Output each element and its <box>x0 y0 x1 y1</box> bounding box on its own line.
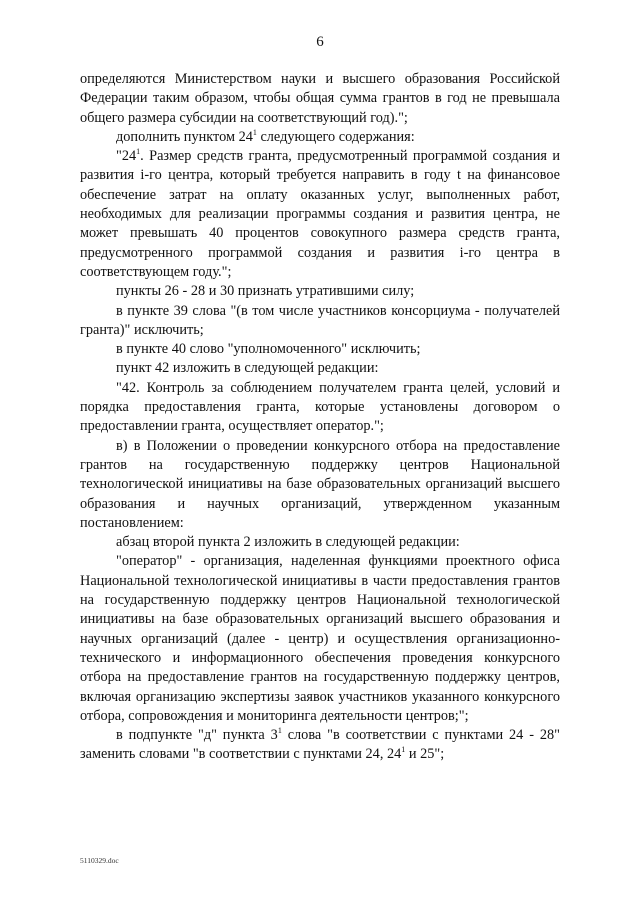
paragraph: в) в Положении о проведении конкурсного отбора на предоставление грантов на государственную поддержку центров Национальной технологической инициативы на базе образовательных организаций высшего образования и научных организаций, утвержденном указанным постановлением: <box>80 437 560 531</box>
paragraph: абзац второй пункта 2 изложить в следующей редакции: <box>116 534 460 551</box>
page-number: 6 <box>316 34 324 50</box>
paragraph: дополнить пунктом $24^1$ следующего содержания: <box>116 127 415 145</box>
file-name-footer: 5110329.doc <box>80 856 119 865</box>
paragraph: в подпункте "д" пункта $3^1$ слова "в соответствии с пунктами 24 - 28" заменить словами "в соответствии с пунктами 24, $24^1$ и 25"; <box>80 726 560 763</box>
paragraph: "42. Контроль за соблюдением получателем гранта целей, условий и порядка предоставления гранта, которые установлены договором о предоставлении гранта, осуществляет оператор."; <box>80 379 560 435</box>
paragraph: "оператор" - организация, наделенная функциями проектного офиса Национальной технологической инициативы в части предоставления грантов на государственную поддержку центров Национальной технологической инициативы на базе образовательных организаций высшего образования и научных организаций (далее - центр) и осуществления организационно-технического и информационного обеспечения проведения конкурсного отбора на предоставление грантов на государственную поддержку центров, включая организацию экспертизы заявок участников указанного конкурсного отбора, сопровождения и мониторинга деятельности центров;"; <box>80 553 560 724</box>
paragraph: в пункте 40 слово "уполномоченного" исключить; <box>116 341 421 358</box>
paragraph: пункт 42 изложить в следующей редакции: <box>116 360 379 377</box>
paragraph: пункты 26 - 28 и 30 признать утратившими силу; <box>116 283 415 300</box>
paragraph: определяются Министерством науки и высшего образования Российской Федерации таким образом, чтобы общая сумма грантов в год не превышала общего размера субсидии на соответствующий год)."; <box>80 71 560 126</box>
document-body <box>80 70 560 765</box>
paragraph: "$24^1$. Размер средств гранта, предусмотренный программой создания и развития i-го центра, который требуется направить в году t на финансовое обеспечение затрат на оплату оказанных услуг, выполненных работ, необходимых для реализации программы создания и развития центра, не может превышать 40 процентов совокупного размера средств гранта, предусмотренного программой создания и развития i-го центра в соответствующем году."; <box>80 147 560 280</box>
paragraph: в пункте 39 слова "(в том числе участников консорциума - получателей гранта)" исключить; <box>80 302 560 338</box>
